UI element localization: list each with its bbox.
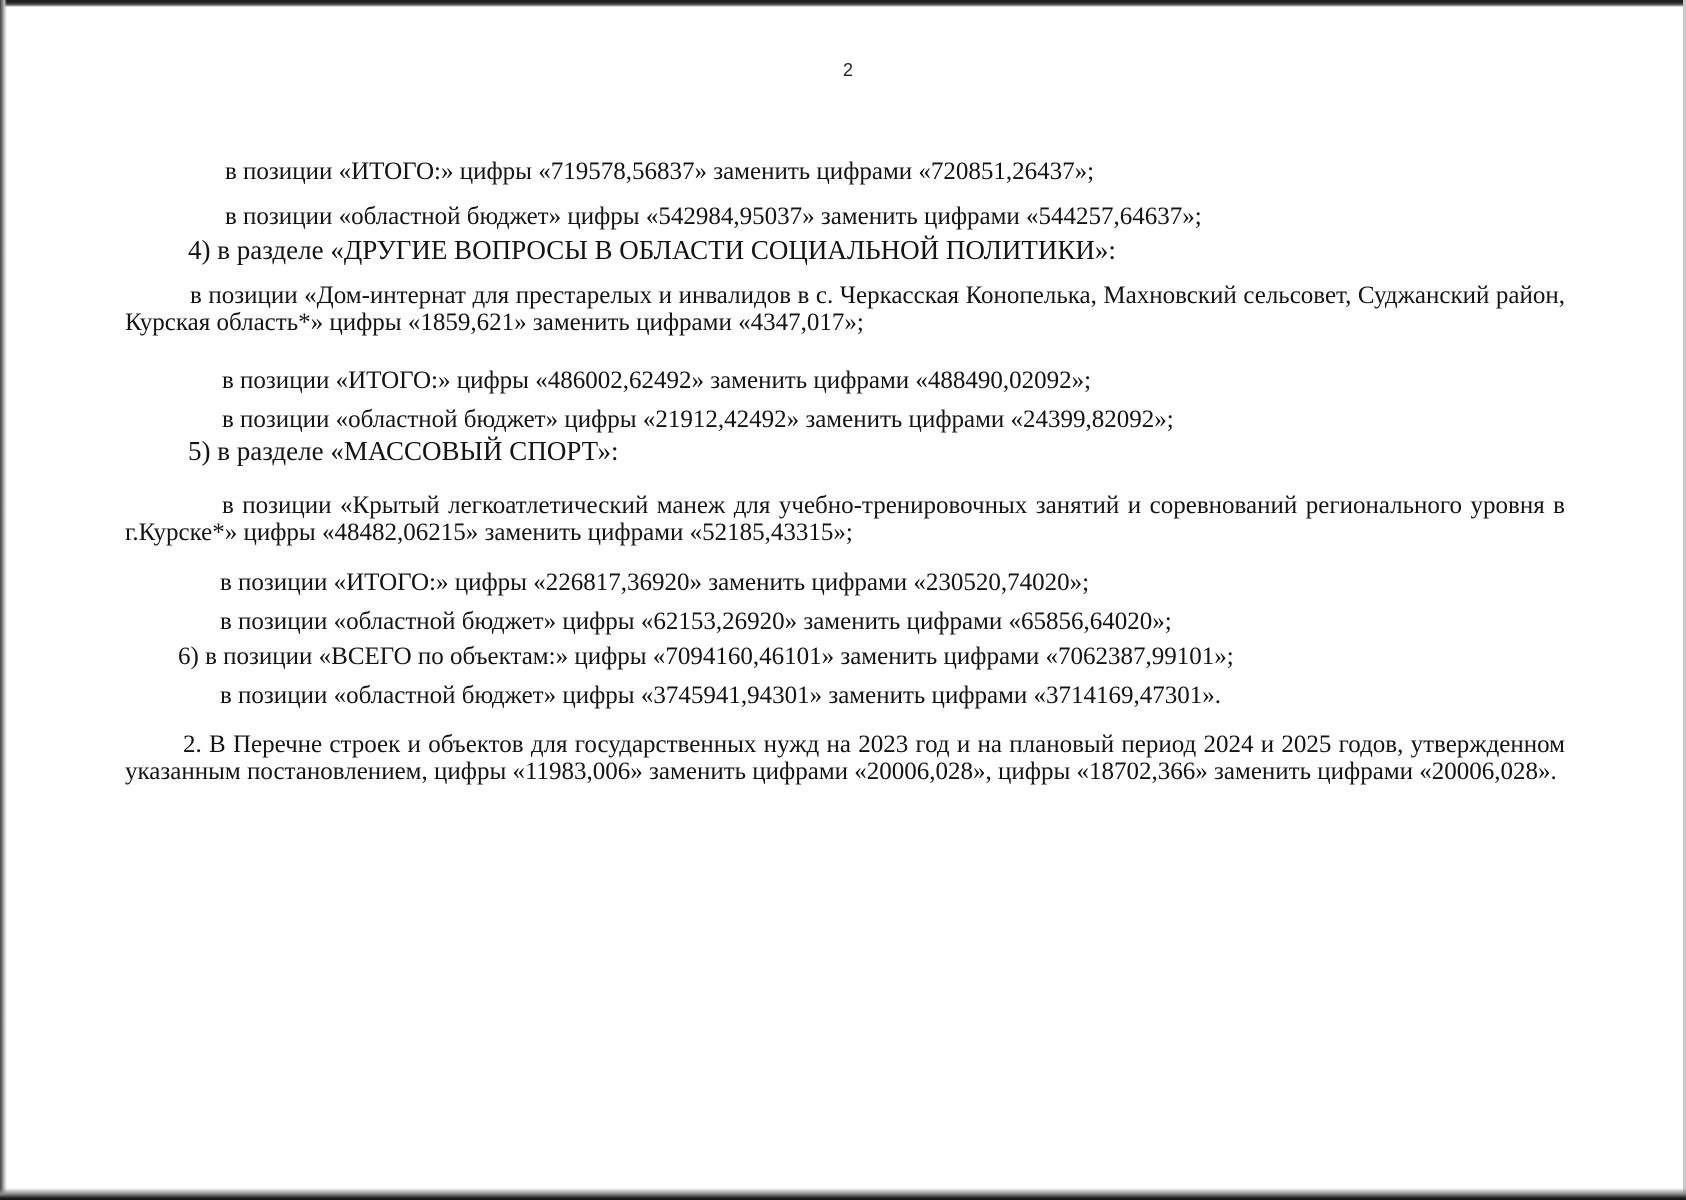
text-line: в позиции «областной бюджет» цифры «21912,42492» заменить цифрами «24399,82092»; — [222, 406, 1174, 433]
scan-edge-top — [0, 0, 1686, 7]
text-line: в позиции «областной бюджет» цифры «542984,95037» заменить цифрами «544257,64637»; — [225, 203, 1202, 230]
section-heading: 5) в разделе «МАССОВЫЙ СПОРТ»: — [188, 436, 619, 466]
text-line: в позиции «ИТОГО:» цифры «719578,56837» заменить цифрами «720851,26437»; — [225, 158, 1095, 185]
paragraph: 2. В Перечне строек и объектов для государственных нужд на 2023 год и на плановый период 2024 и 2025 годов, утвержденном указанным постановлением, цифры «11983,006» заменить цифрами «20006,028», цифры «18702,366» заменить цифрами «20006,028». — [125, 731, 1565, 785]
page-number: 2 — [843, 60, 854, 80]
text-line: в позиции «областной бюджет» цифры «62153,26920» заменить цифрами «65856,64020»; — [220, 608, 1172, 635]
paragraph: в позиции «Дом-интернат для престарелых и инвалидов в с. Черкасская Конопелька, Махновский сельсовет, Суджанский район, Курская область*» цифры «1859,621» заменить цифрами «4347,017»; — [125, 282, 1565, 336]
text-line: в позиции «областной бюджет» цифры «3745941,94301» заменить цифрами «3714169,47301». — [220, 682, 1222, 709]
text-line: 6) в позиции «ВСЕГО по объектам:» цифры «7094160,46101» заменить цифрами «7062387,99101»; — [178, 643, 1234, 670]
scan-edge-left — [0, 0, 7, 1200]
text-line: в позиции «ИТОГО:» цифры «226817,36920» заменить цифрами «230520,74020»; — [220, 569, 1090, 596]
paragraph: в позиции «Крытый легкоатлетический манеж для учебно-тренировочных занятий и соревнований регионального уровня в г.Курске*» цифры «48482,06215» заменить цифрами «52185,43315»; — [125, 492, 1565, 546]
scan-edge-bottom — [0, 1188, 1686, 1200]
text-line: в позиции «ИТОГО:» цифры «486002,62492» заменить цифрами «488490,02092»; — [222, 367, 1092, 394]
section-heading: 4) в разделе «ДРУГИЕ ВОПРОСЫ В ОБЛАСТИ СОЦИАЛЬНОЙ ПОЛИТИКИ»: — [188, 235, 1116, 265]
